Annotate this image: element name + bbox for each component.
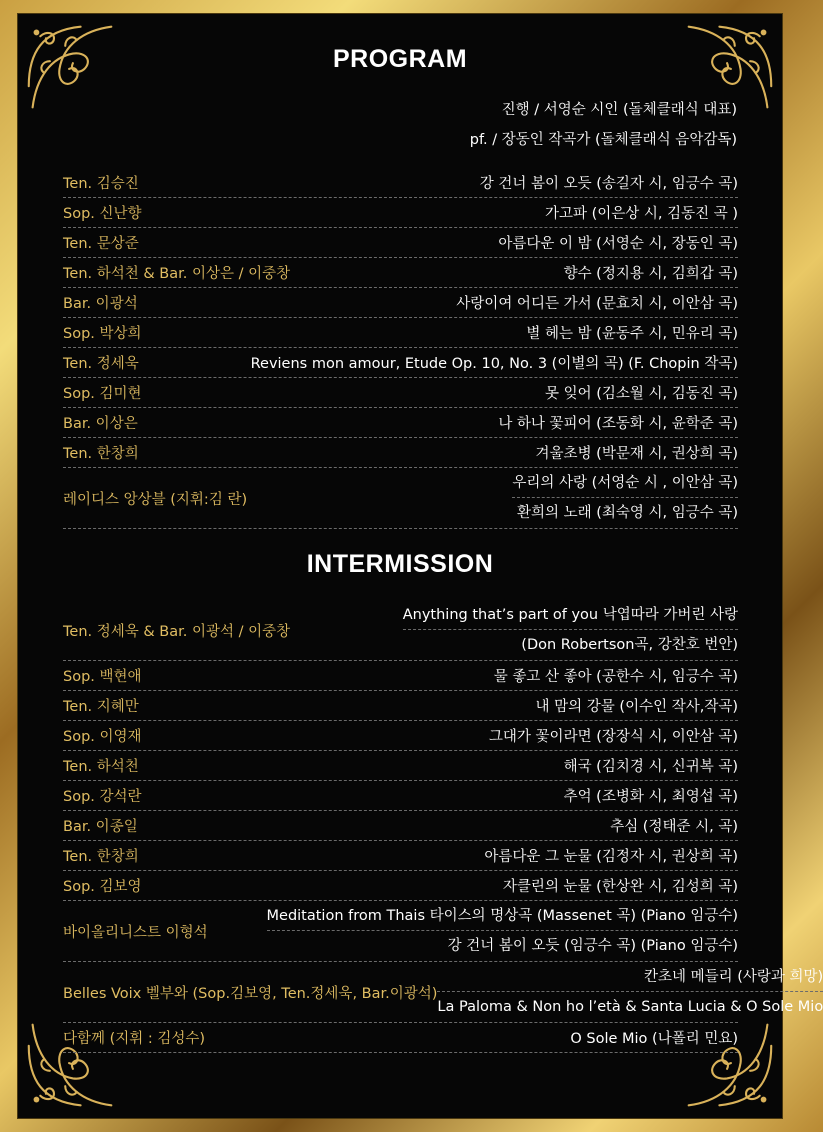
work-list [512,468,738,528]
program-heading: PROGRAM [332,45,468,73]
work-title: 자클린의 눈물 (한상완 시, 김성희 곡) [502,879,738,895]
work-title: Meditation from Thais 타이스의 명상곡 (Massenet 곡) (Piano 임긍수) [267,901,738,931]
performer-name: Sop. 이영재 [63,729,142,745]
program-row [63,408,738,438]
performer-name: 다함께 (지휘 : 김성수) [63,1031,206,1047]
program-row [63,288,738,318]
program-row [63,198,738,228]
work-title: O Sole Mio (나폴리 민요) [570,1031,738,1047]
work-list [437,962,823,1022]
program-row [63,348,738,378]
program-row [63,318,738,348]
performer-name: Sop. 박상희 [63,326,142,342]
host-credit: 진행 / 서영순 시인 (돌체클래식 대표) [501,102,737,118]
work-title: La Paloma & Non ho l’età & Santa Lucia & O Sole Mio [437,999,823,1015]
program-row [63,258,738,288]
performer-name: Ten. 정세욱 & Bar. 이광석 / 이중창 [63,623,291,640]
work-title: 아름다운 그 눈물 (김정자 시, 권상희 곡) [484,849,738,865]
work-title: 강 건너 봄이 오듯 (송길자 시, 임긍수 곡) [479,176,738,192]
performer-name: Sop. 김보영 [63,879,142,895]
performer-name: Belles Voix 벨부와 (Sop.김보영, Ten.정세욱, Bar.이광석) [63,985,438,1002]
work-title: 향수 (정지용 시, 김희갑 곡) [563,266,738,282]
work-title: 물 좋고 산 좋아 (공한수 시, 임긍수 곡) [493,669,738,685]
work-title: 그대가 꽃이라면 (장장식 시, 이안삼 곡) [488,729,738,745]
work-title: 추심 (정태준 시, 곡) [610,819,738,835]
performer-name: Ten. 하석천 & Bar. 이상은 / 이중창 [63,266,291,282]
work-title: 나 하나 꽃피어 (조동화 시, 윤학준 곡) [498,416,738,432]
program-row [63,1023,738,1053]
performer-name: Bar. 이광석 [63,296,138,312]
program-row [63,811,738,841]
work-title: 가고파 (이은상 시, 김동진 곡 ) [544,206,738,222]
program-row [63,901,738,962]
program-row [63,691,738,721]
performer-name: Sop. 강석란 [63,789,142,805]
work-title: (Don Robertson곡, 강찬호 번안) [521,637,738,653]
program-credits [470,95,737,155]
performer-name: Ten. 한창희 [63,849,139,865]
program-row [63,962,823,1023]
program-row [63,438,738,468]
work-title: 환희의 노래 (최숙영 시, 임긍수 곡) [516,505,738,521]
program-row [63,600,738,661]
work-title: Anything that’s part of you 낙엽따라 가버린 사랑 [403,600,738,630]
intermission-heading: INTERMISSION [306,550,494,578]
program-list [63,168,738,529]
performer-name: Ten. 하석천 [63,759,139,775]
performer-name: Ten. 한창희 [63,446,139,462]
program-row [63,378,738,408]
program-row [63,168,738,198]
work-title: 우리의 사랑 (서영순 시 , 이안삼 곡) [512,468,738,498]
work-title: 아름다운 이 밤 (서영순 시, 장동인 곡) [498,236,738,252]
performer-name: Sop. 김미현 [63,386,142,402]
performer-name: 레이디스 앙상블 (지휘:김 란) [63,491,248,508]
work-title: 겨울초병 (박문재 시, 권상희 곡) [535,446,738,462]
performer-name: Ten. 정세욱 [63,356,139,372]
piano-credit: pf. / 장동인 작곡가 (돌체클래식 음악감독) [469,132,737,148]
program-row [63,228,738,258]
program-row [63,841,738,871]
performer-name: Sop. 백현애 [63,669,142,685]
work-list [403,600,738,660]
program-row [63,721,738,751]
performer-name: Bar. 이종일 [63,819,138,835]
work-title: 못 잊어 (김소월 시, 김동진 곡) [544,386,738,402]
performer-name: Bar. 이상은 [63,416,138,432]
program-row [63,751,738,781]
work-title: Reviens mon amour, Etude Op. 10, No. 3 (이별의 곡) (F. Chopin 작곡) [250,356,738,372]
work-title: 해국 (김치경 시, 신귀복 곡) [563,759,738,775]
performer-name: Ten. 문상준 [63,236,139,252]
performer-name: Sop. 신난향 [63,206,142,222]
work-title: 사랑이여 어디든 가서 (문효치 시, 이안삼 곡) [456,296,738,312]
program-row [63,661,738,691]
performer-name: Ten. 지혜만 [63,699,139,715]
work-title: 내 맘의 강물 (이수인 작사,작곡) [535,699,738,715]
performer-name: Ten. 김승진 [63,176,139,192]
work-list [267,901,738,961]
work-title: 추억 (조병화 시, 최영섭 곡) [563,789,738,805]
work-title: 별 헤는 밤 (윤동주 시, 민유리 곡) [526,326,738,342]
intermission-list [63,600,823,1053]
work-title: 강 건너 봄이 오듯 (임긍수 곡) (Piano 임긍수) [447,938,738,954]
program-row [63,468,738,529]
program-row [63,781,738,811]
program-row [63,871,738,901]
work-title: 칸초네 메들리 (사랑과 희망) [437,962,823,992]
performer-name: 바이올리니스트 이형석 [63,924,208,941]
program-panel [17,13,823,1119]
